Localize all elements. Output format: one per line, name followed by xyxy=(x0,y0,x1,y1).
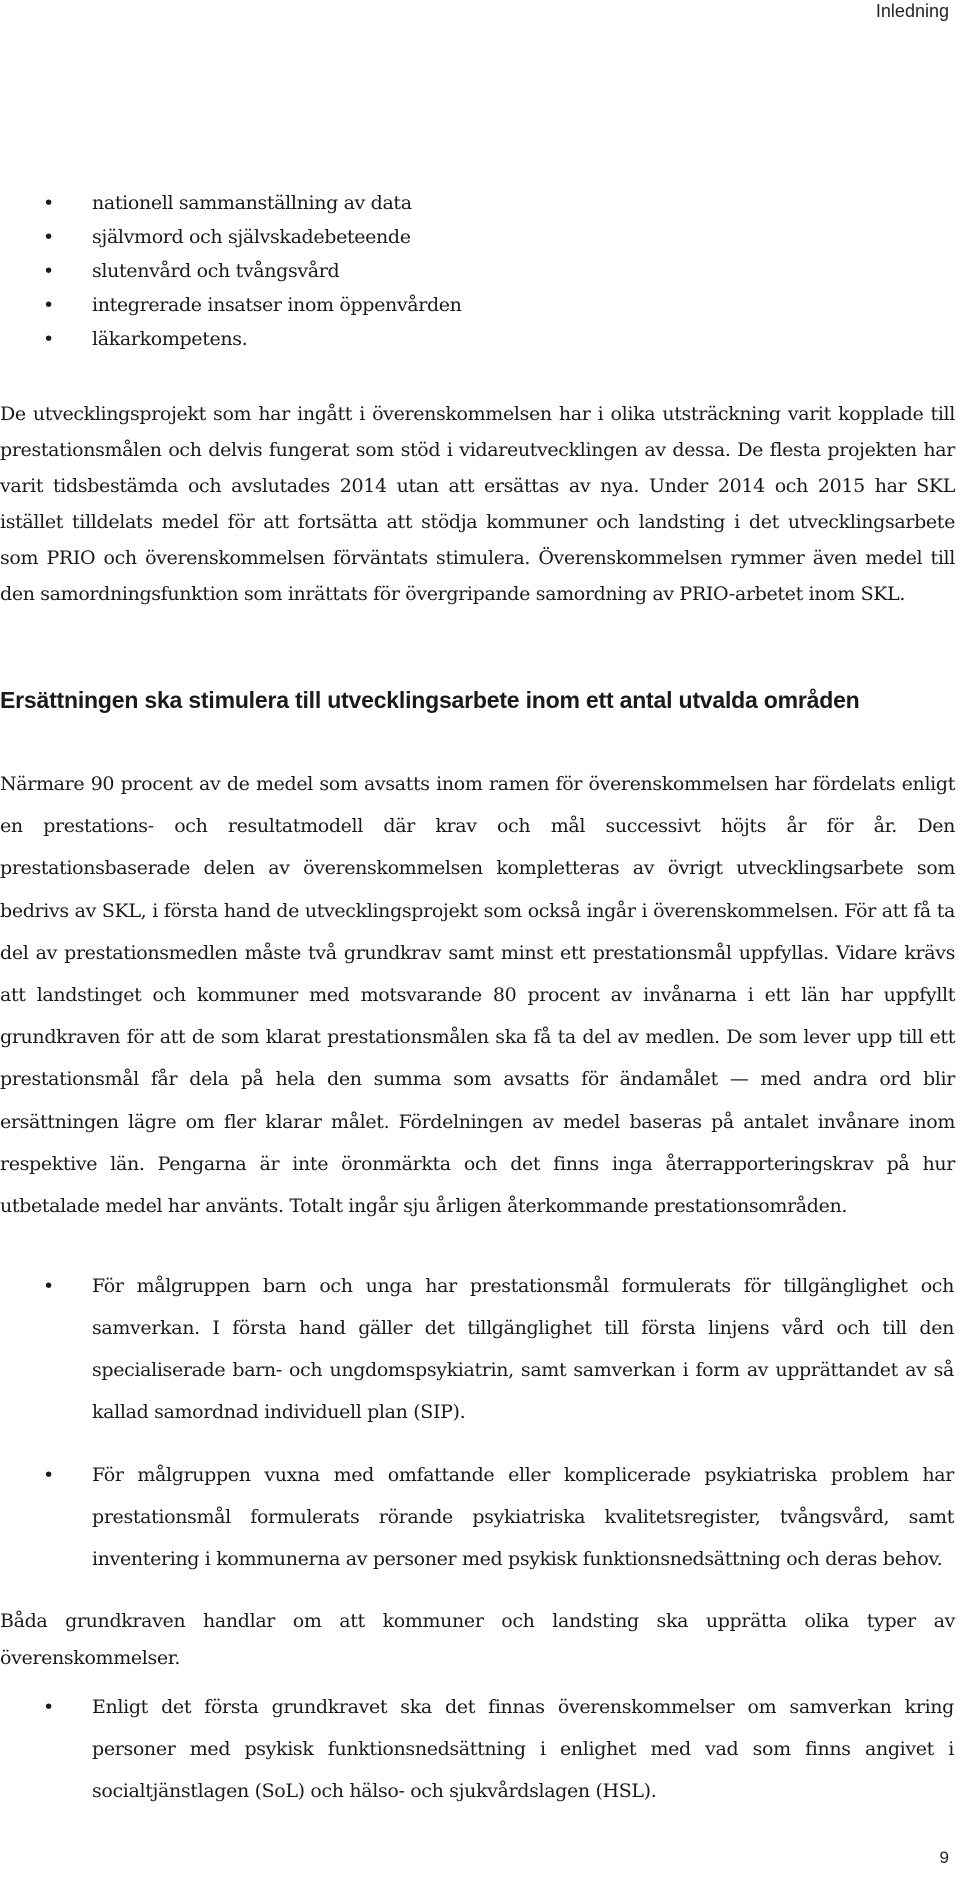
bullet-icon: • xyxy=(43,226,54,248)
bottom-bullet-list xyxy=(43,1686,954,1812)
top-bullet-list xyxy=(43,186,852,356)
bullet-icon: • xyxy=(43,1275,54,1297)
list-item xyxy=(43,322,852,356)
bullet-icon: • xyxy=(43,294,54,316)
list-item-text: slutenvård och tvångsvård xyxy=(92,260,340,282)
bullet-icon: • xyxy=(43,260,54,282)
list-item-text: För målgruppen vuxna med omfattande eller komplicerade psykiatriska problem har prestationsmål formulerats rörande psykiatriska kvalitetsregister, tvångsvård, samt inventering i kommunerna av personer med psykisk funktionsnedsättning och deras behov. xyxy=(92,1464,954,1570)
running-header: Inledning xyxy=(875,1,949,21)
bullet-icon: • xyxy=(43,192,54,214)
list-item xyxy=(43,288,852,322)
middle-bullet-list xyxy=(43,1265,954,1580)
bullet-icon: • xyxy=(43,1696,54,1718)
bullet-icon: • xyxy=(43,328,54,350)
list-item xyxy=(43,1454,954,1580)
page-number: 9 xyxy=(939,1848,949,1867)
list-item xyxy=(43,1265,954,1433)
paragraph-basic-requirements: Båda grundkraven handlar om att kommuner och landsting ska upprätta olika typer av överenskommelser. xyxy=(0,1610,955,1669)
list-item xyxy=(43,186,852,220)
bullet-icon: • xyxy=(43,1464,54,1486)
list-item-text: För målgruppen barn och unga har prestationsmål formulerats för tillgänglighet och samverkan. I första hand gäller det tillgänglighet till första linjens vård och till den specialiserade barn- och ungdomspsykiatrin, samt samverkan i form av upprättandet av så kallad samordnad individuell plan (SIP). xyxy=(92,1275,954,1423)
list-item-text: nationell sammanställning av data xyxy=(92,192,412,214)
list-item xyxy=(43,1686,954,1812)
paragraph-compensation: Närmare 90 procent av de medel som avsatts inom ramen för överenskommelsen har fördelats enligt en prestations- och resultatmodell där krav och mål successivt höjts år för år. Den prestationsbaserade delen av överenskommelsen kompletteras av övrigt utvecklingsarbete som bedrivs av SKL, i första hand de utvecklingsprojekt som också ingår i överenskommelsen. För att få ta del av prestationsmedlen måste två grundkrav samt minst ett prestationsmål uppfyllas. Vidare krävs att landstinget och kommuner med motsvarande 80 procent av invånarna i ett län har uppfyllt grundkraven för att de som klarat prestationsmålen ska få ta del av medlen. De som lever upp till ett prestationsmål får dela på hela den summa som avsatts för ändamålet — med andra ord blir ersättningen lägre om fler klarar målet. Fördelningen av medel baseras på antalet invånare inom respektive län. Pengarna är inte öronmärkta och det finns inga återrapporteringskrav på hur utbetalade medel har använts. Totalt ingår sju årligen återkommande prestationsområden. xyxy=(0,773,955,1218)
list-item-text: integrerade insatser inom öppenvården xyxy=(92,294,462,316)
section-heading: Ersättningen ska stimulera till utvecklingsarbete inom ett antal utvalda områden xyxy=(0,687,860,713)
list-item-text: självmord och självskadebeteende xyxy=(92,226,411,248)
list-item xyxy=(43,254,852,288)
list-item-text: läkarkompetens. xyxy=(92,328,248,350)
list-item-text: Enligt det första grundkravet ska det finnas överenskommelser om samverkan kring personer med psykisk funktionsnedsättning i enlighet med vad som finns angivet i socialtjänstlagen (SoL) och hälso- och sjukvårdslagen (HSL). xyxy=(92,1696,954,1802)
list-item xyxy=(43,220,852,254)
paragraph-projects: De utvecklingsprojekt som har ingått i överenskommelsen har i olika utsträckning varit kopplade till prestationsmålen och delvis fungerat som stöd i vidareutvecklingen av dessa. De flesta projekten har varit tidsbestämda och avslutades 2014 utan att ersättas av nya. Under 2014 och 2015 har SKL istället tilldelats medel för att fortsätta att stödja kommuner och landsting i det utvecklingsarbete som PRIO och överenskommelsen förväntats stimulera. Överenskommelsen rymmer även medel till den samordningsfunktion som inrättats för övergripande samordning av PRIO-arbetet inom SKL. xyxy=(0,403,955,605)
